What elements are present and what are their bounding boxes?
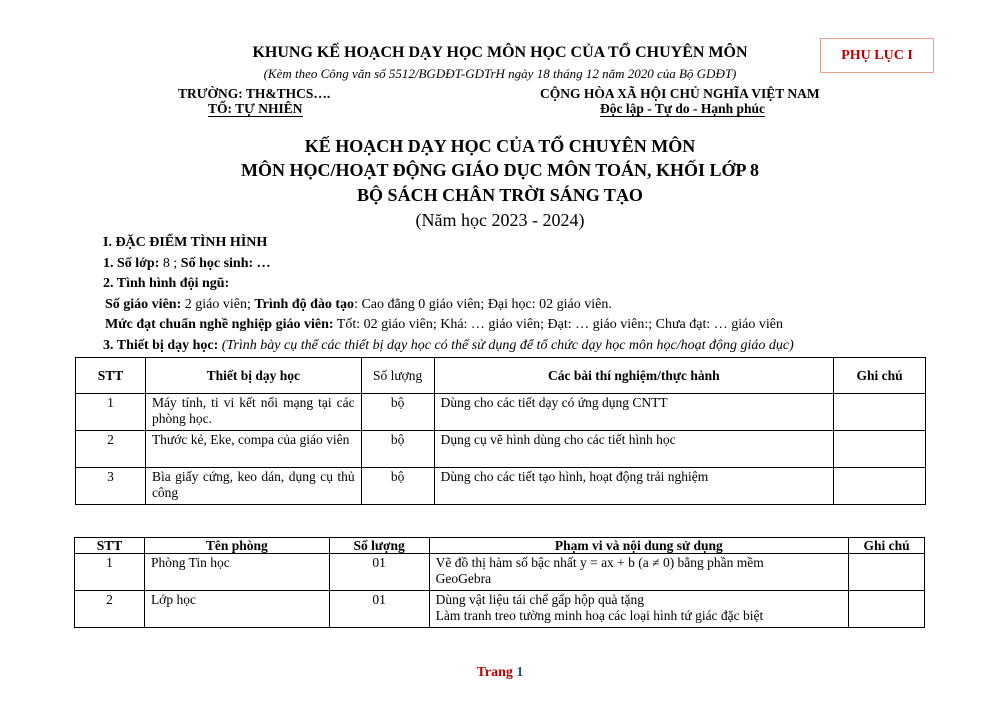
equipment-quantity: bộ xyxy=(361,468,434,505)
header-quantity: Số lượng xyxy=(329,538,429,554)
class-count-value: 8 ; xyxy=(159,256,181,271)
equipment-use: Dùng cho các tiết tạo hình, hoạt động trải nghiệm xyxy=(434,468,833,505)
training-value: : Cao đẳng 0 giáo viên; Đại học: 02 giáo viên. xyxy=(354,297,612,312)
class-count-label: 1. Số lớp: xyxy=(103,256,160,271)
document-heading: KHUNG KẾ HOẠCH DẠY HỌC MÔN HỌC CỦA TỔ CHUYÊN MÔN xyxy=(252,44,748,61)
header-notes: Ghi chú xyxy=(834,358,926,394)
book-series-title: BỘ SÁCH CHÂN TRỜI SÁNG TẠO xyxy=(357,185,643,205)
document-subheading: (Kèm theo Công văn số 5512/BGDĐT-GDTrH ngày 18 tháng 12 năm 2020 của Bộ GDĐT) xyxy=(263,66,737,81)
table-header-row xyxy=(75,538,925,554)
room-note xyxy=(849,554,925,591)
row-number: 1 xyxy=(76,394,146,431)
student-count-label: Số học sinh: … xyxy=(180,256,271,271)
equipment-name: Bìa giấy cứng, keo dán, dụng cụ thủ công xyxy=(145,468,361,505)
room-note xyxy=(849,591,925,628)
equipment-quantity: bộ xyxy=(361,394,434,431)
table-row xyxy=(75,591,925,628)
plan-title: KẾ HOẠCH DẠY HỌC CỦA TỔ CHUYÊN MÔN xyxy=(304,136,696,156)
school-year: (Năm học 2023 - 2024) xyxy=(415,210,585,230)
equipment-name: Thước kẻ, Eke, compa của giáo viên xyxy=(145,431,361,468)
header-stt: STT xyxy=(76,358,146,394)
header-room: Tên phòng xyxy=(144,538,329,554)
header-notes: Ghi chú xyxy=(849,538,925,554)
header-usage: Phạm vi và nội dung sử dụng xyxy=(429,538,848,554)
school-name: TRƯỜNG: TH&THCS…. xyxy=(178,86,331,101)
header-stt: STT xyxy=(75,538,145,554)
equipment-quantity: bộ xyxy=(361,431,434,468)
staff-heading: 2. Tình hình đội ngũ: xyxy=(103,276,230,291)
table-row xyxy=(75,554,925,591)
standard-label: Mức đạt chuẩn nghề nghiệp giáo viên: xyxy=(105,317,334,332)
equipment-use: Dùng cho các tiết dạy có ứng dụng CNTT xyxy=(434,394,833,431)
room-usage-line: Dùng vật liệu tái chế gấp hộp quà tặng xyxy=(435,592,645,607)
equipment-use: Dụng cụ vẽ hình dùng cho các tiết hình học xyxy=(434,431,833,468)
header-equipment: Thiết bị dạy học xyxy=(145,358,361,394)
row-number: 2 xyxy=(76,431,146,468)
equipment-line xyxy=(103,338,794,354)
room-name: Phòng Tin học xyxy=(144,554,329,591)
page-number: 1 xyxy=(516,665,524,680)
room-usage-line: Làm tranh treo tường minh hoạ các loại hình tứ giác đặc biệt xyxy=(435,608,764,623)
standard-line xyxy=(105,317,783,333)
page-footer xyxy=(0,665,1000,681)
training-label: Trình độ đào tạo xyxy=(254,297,355,312)
appendix-label: PHỤ LỤC I xyxy=(820,38,934,73)
equipment-table xyxy=(75,357,926,505)
page-word: Trang xyxy=(476,665,513,680)
table-header-row xyxy=(76,358,926,394)
row-number: 3 xyxy=(76,468,146,505)
table-row xyxy=(76,394,926,431)
equipment-note xyxy=(834,468,926,505)
row-number: 1 xyxy=(75,554,145,591)
section-heading: I. ĐẶC ĐIỂM TÌNH HÌNH xyxy=(103,235,268,250)
room-name: Lớp học xyxy=(144,591,329,628)
room-quantity: 01 xyxy=(329,591,429,628)
room-quantity: 01 xyxy=(329,554,429,591)
class-count-line xyxy=(103,256,271,272)
group-name: TỔ: TỰ NHIÊN xyxy=(208,101,303,116)
equipment-note xyxy=(834,431,926,468)
nation-name: CỘNG HÒA XÃ HỘI CHỦ NGHĨA VIỆT NAM xyxy=(540,86,820,101)
equipment-note xyxy=(834,394,926,431)
subject-title: MÔN HỌC/HOẠT ĐỘNG GIÁO DỤC MÔN TOÁN, KHỐI LỚP 8 xyxy=(240,160,760,180)
room-usage xyxy=(429,554,848,591)
room-usage xyxy=(429,591,848,628)
room-usage-line: Vẽ đồ thị hàm số bậc nhất y = ax + b (a ≠ 0) bằng phần mềm xyxy=(435,555,764,570)
header-experiments: Các bài thí nghiệm/thực hành xyxy=(434,358,833,394)
room-table xyxy=(74,537,925,628)
equipment-note: (Trình bày cụ thể các thiết bị dạy học có thể sử dụng để tổ chức dạy học môn học/hoạt động giáo dục) xyxy=(218,338,794,353)
header-quantity: Số lượng xyxy=(361,358,434,394)
table-row xyxy=(76,468,926,505)
teacher-count-label: Số giáo viên: xyxy=(105,297,182,312)
teacher-line xyxy=(105,297,612,313)
room-usage-line: GeoGebra xyxy=(435,571,492,586)
table-row xyxy=(76,431,926,468)
equipment-label: 3. Thiết bị dạy học: xyxy=(103,338,219,353)
equipment-name: Máy tính, ti vi kết nối mạng tại các phòng học. xyxy=(145,394,361,431)
row-number: 2 xyxy=(75,591,145,628)
teacher-count-value: 2 giáo viên; xyxy=(181,297,255,312)
national-motto: Độc lập - Tự do - Hạnh phúc xyxy=(600,101,766,116)
standard-value: Tốt: 02 giáo viên; Khá: … giáo viên; Đạt: … giáo viên:; Chưa đạt: … giáo viên xyxy=(333,317,783,332)
